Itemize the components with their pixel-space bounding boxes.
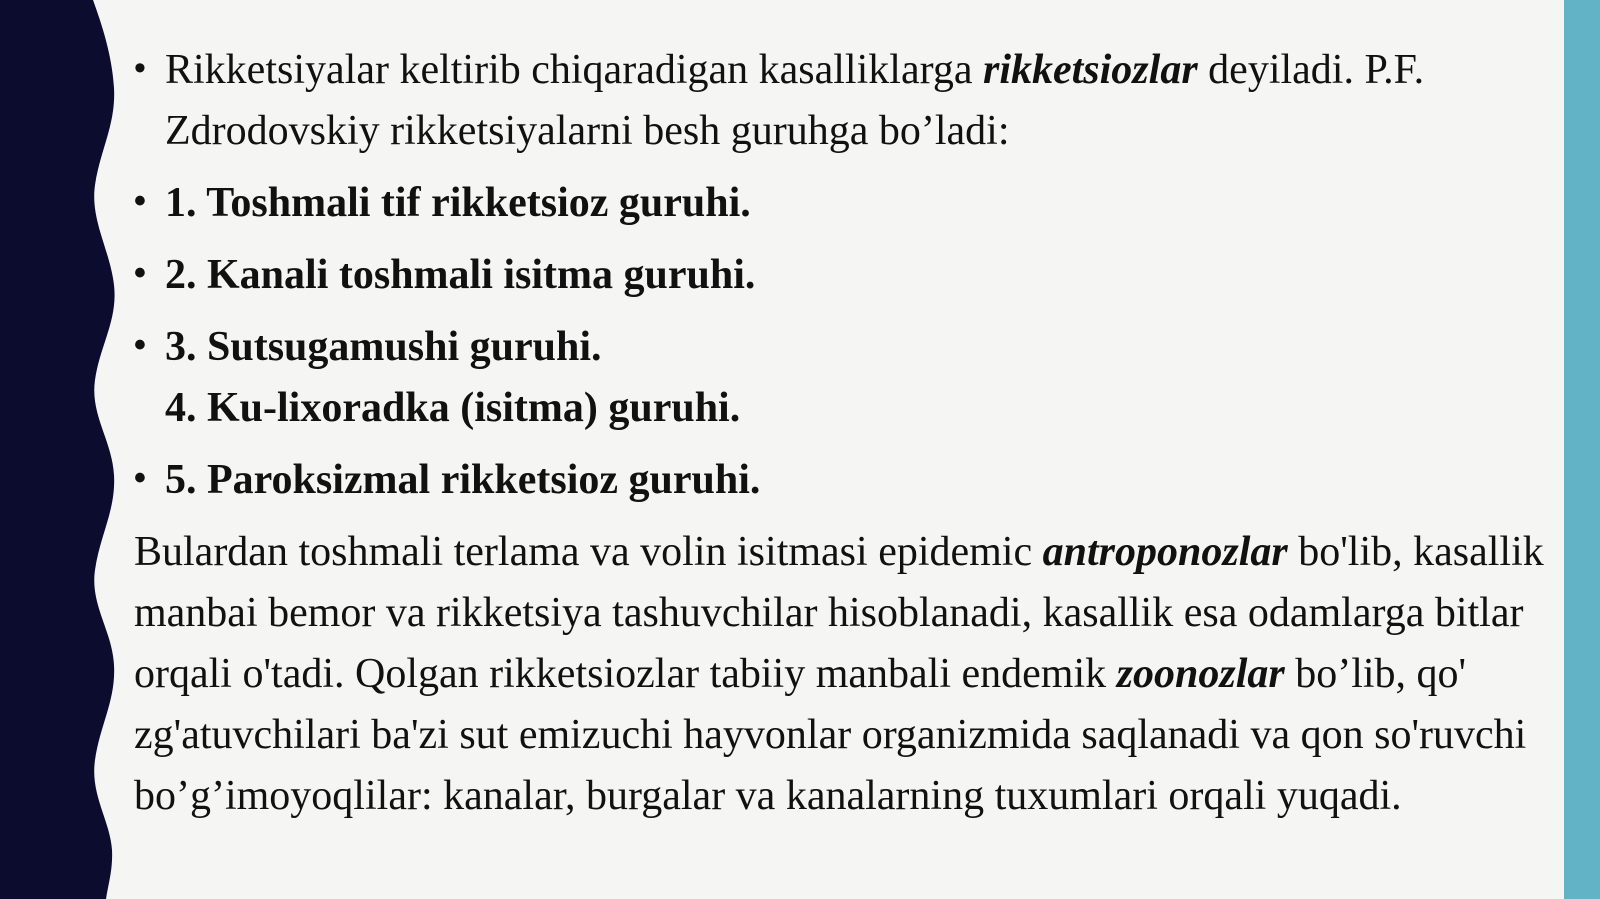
group-1-text: 1. Toshmali tif rikketsioz guruhi. [165,180,751,226]
bullet-intro [134,40,1574,162]
group-5-text: 5. Paroksizmal rikketsioz guruhi. [165,457,761,503]
para-text-3: bo’lib, qo' zg'atuvchilari ba'zi sut emizuchi hayvonlar organizmida saqlanadi va qon so'ruvchi bo’g’imoyoqlilar: kanalar, burgalar va kanalarning tuxumlari orqali yuqadi. [134,651,1527,819]
bullet-dot: • [134,182,146,220]
intro-text-2: deyiladi. P.F. Zdrodovskiy rikketsiyalarni besh guruhga bo’ladi: [165,47,1425,154]
bullet-dot: • [134,49,146,87]
para-term-zoonozlar: zoonozlar [1116,651,1285,697]
left-wavy-band [0,0,140,899]
group-2-text: 2. Kanali toshmali isitma guruhi. [165,252,756,298]
para-term-antroponozlar: antroponozlar [1042,529,1288,575]
intro-text-1: Rikketsiyalar keltirib chiqaradigan kasalliklarga [165,47,983,93]
group-3-text: 3. Sutsugamushi guruhi. [165,324,602,370]
bullet-group-5 [134,450,1574,511]
bullet-group-2 [134,245,1574,306]
bullet-dot: • [134,459,146,497]
intro-term-rikketsiozlar: rikketsiozlar [982,47,1198,93]
bullet-group-3-4 [134,317,1574,439]
summary-paragraph [134,522,1574,827]
para-text-2: bo'lib, kasallik manbai bemor va rikketsiya tashuvchilar hisoblanadi, kasallik esa odamlarga bitlar orqali o'tadi. Qolgan rikketsiozlar tabiiy manbali endemik [134,529,1544,697]
bullet-dot: • [134,254,146,292]
para-text-1: Bulardan toshmali terlama va volin isitmasi epidemic [134,529,1043,575]
group-4-text: 4. Ku-lixoradka (isitma) guruhi. [165,385,741,431]
bullet-list [134,40,1574,511]
bullet-group-1 [134,173,1574,234]
bullet-dot: • [134,326,146,364]
slide-body [134,40,1574,869]
